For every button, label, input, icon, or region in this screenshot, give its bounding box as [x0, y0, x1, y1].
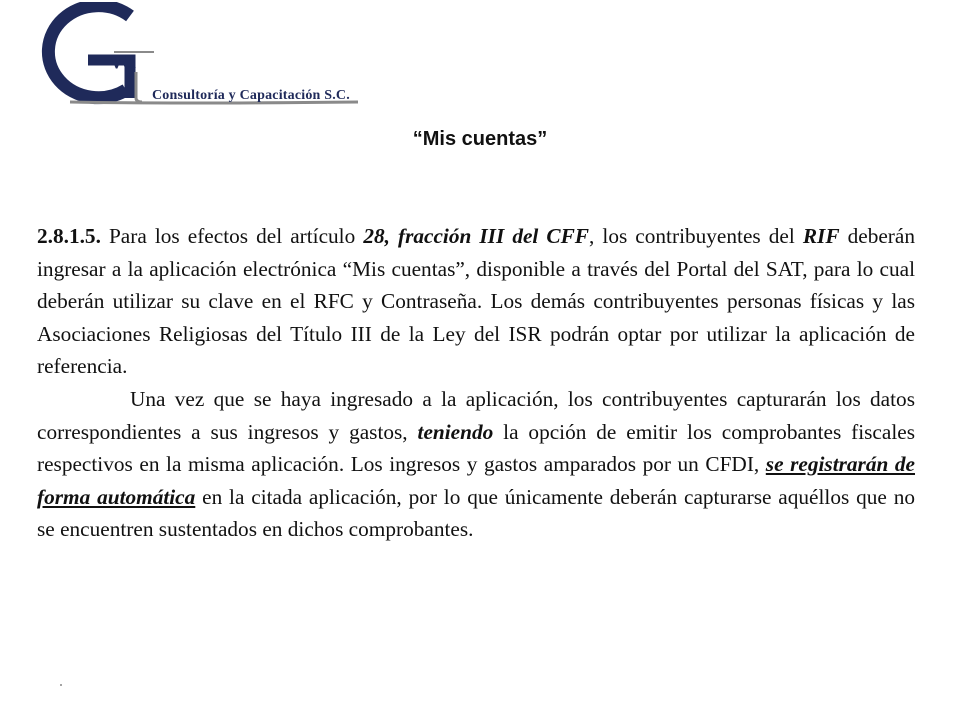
page-title: “Mis cuentas”: [412, 128, 548, 150]
paragraph-1-emphasis-b: RIF: [802, 224, 840, 248]
paragraph-2-emphasis-b: se registrarán de forma automática: [37, 452, 915, 509]
article-number: 2.8.1.5.: [37, 224, 101, 248]
paragraph-2-text-b: la opción de emitir los comprobantes fiscales respectivos en la misma aplicación. Los ingresos y gastos amparados por un CFDI,: [37, 419, 915, 477]
paragraph-1-text-b: , los contribuyentes del: [589, 224, 803, 248]
logo-letters: va: [110, 45, 136, 74]
paragraph-1-text-a: Para los efectos del artículo: [100, 224, 364, 248]
paragraph-2: [37, 383, 915, 546]
paragraph-1: [37, 220, 915, 383]
decorative-dot: [60, 684, 62, 686]
paragraph-2-text-c: en la citada aplicación, por lo que únicamente deberán capturarse aquéllos que no se encuentren sustentados en dichos comprobantes.: [37, 484, 915, 542]
paragraph-1-emphasis-a: 28, fracción III del CFF: [363, 224, 590, 248]
article-body: [37, 220, 915, 546]
paragraph-2-emphasis-a: teniendo: [417, 419, 494, 444]
company-name: Consultoría y Capacitación S.C.: [152, 88, 350, 103]
paragraph-1-text-c: deberán ingresar a la aplicación electrónica “Mis cuentas”, disponible a través del Portal del SAT, para lo cual deberán utilizar su clave en el RFC y Contraseña. Los demás contribuyentes personas físicas y las Asociaciones Religiosas del Título III de la Ley del ISR podrán optar por utilizar la aplicación de referencia.: [37, 224, 915, 379]
company-logo: [18, 2, 368, 114]
paragraph-2-text-a: Una vez que se haya ingresado a la aplicación, los contribuyentes capturarán los datos correspondientes a sus ingresos y gastos,: [37, 386, 915, 444]
